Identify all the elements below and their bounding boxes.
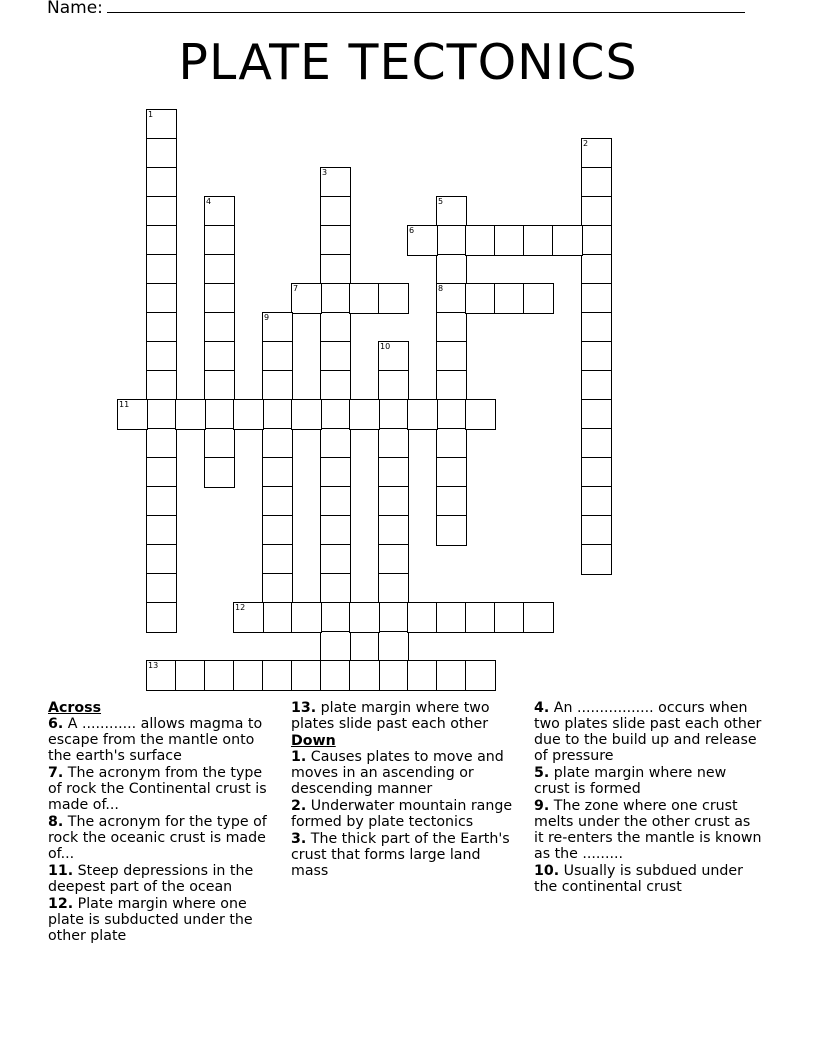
grid-cell[interactable] [436, 370, 467, 401]
grid-cell[interactable] [262, 544, 293, 575]
grid-cell[interactable] [146, 254, 177, 285]
grid-cell[interactable] [581, 196, 612, 227]
grid-cell[interactable] [581, 544, 612, 575]
clue-down-3: 3. The thick part of the Earth's crust that forms large land mass [291, 831, 510, 879]
grid-cell[interactable] [465, 660, 496, 691]
grid-cell[interactable] [320, 515, 351, 546]
grid-cell[interactable] [436, 660, 467, 691]
grid-cell[interactable] [581, 167, 612, 198]
grid-cell[interactable] [465, 225, 496, 256]
grid-cell[interactable] [262, 399, 293, 430]
grid-cell[interactable] [407, 660, 438, 691]
grid-cell[interactable] [349, 602, 380, 633]
grid-cell[interactable] [436, 312, 467, 343]
grid-cell[interactable] [349, 283, 380, 314]
grid-cell[interactable] [581, 225, 612, 256]
clue-across-8: 8. The acronym for the type of rock the oceanic crust is made of... [48, 814, 267, 862]
grid-cell[interactable] [378, 602, 409, 633]
across-heading: Across [48, 700, 102, 716]
grid-cell[interactable] [320, 196, 351, 227]
grid-cell[interactable] [378, 515, 409, 546]
grid-cell[interactable] [320, 573, 351, 604]
grid-cell[interactable] [581, 428, 612, 459]
grid-cell[interactable] [291, 602, 322, 633]
grid-cell[interactable] [146, 225, 177, 256]
clues-column-2 [291, 700, 521, 880]
grid-cell[interactable] [436, 254, 467, 285]
grid-cell[interactable] [320, 312, 351, 343]
grid-cell[interactable] [320, 167, 351, 198]
grid-cell[interactable] [262, 486, 293, 517]
grid-cell[interactable] [407, 399, 438, 430]
grid-cell[interactable] [146, 573, 177, 604]
grid-cell[interactable] [378, 660, 409, 691]
grid-cell[interactable] [204, 399, 235, 430]
grid-cell[interactable] [320, 660, 351, 691]
grid-cell[interactable] [436, 457, 467, 488]
grid-cell[interactable] [581, 138, 612, 169]
grid-cell[interactable] [494, 602, 525, 633]
grid-cell[interactable] [146, 428, 177, 459]
grid-cell[interactable] [146, 457, 177, 488]
grid-cell[interactable] [349, 660, 380, 691]
grid-cell[interactable] [204, 370, 235, 401]
grid-cell[interactable] [204, 196, 235, 227]
grid-cell[interactable] [378, 631, 409, 662]
grid-cell[interactable] [581, 515, 612, 546]
grid-cell[interactable] [204, 660, 235, 691]
grid-cell[interactable] [204, 254, 235, 285]
grid-cell[interactable] [523, 225, 554, 256]
grid-cell[interactable] [262, 660, 293, 691]
grid-cell[interactable] [262, 312, 293, 343]
grid-cell[interactable] [262, 341, 293, 372]
grid-cell[interactable] [581, 254, 612, 285]
grid-cell[interactable] [407, 602, 438, 633]
grid-cell[interactable] [581, 457, 612, 488]
grid-cell[interactable] [146, 660, 177, 691]
clues-column-3 [534, 700, 764, 896]
clue-number: 4 [206, 197, 212, 206]
clue-number: 9 [264, 313, 270, 322]
grid-cell[interactable] [262, 515, 293, 546]
grid-cell[interactable] [146, 109, 177, 140]
grid-cell[interactable] [465, 283, 496, 314]
grid-cell[interactable] [581, 283, 612, 314]
clue-across-12: 12. Plate margin where one plate is subducted under the other plate [48, 896, 253, 944]
grid-cell[interactable] [378, 457, 409, 488]
clue-number: 13 [148, 661, 159, 670]
grid-cell[interactable] [320, 341, 351, 372]
grid-cell[interactable] [204, 457, 235, 488]
grid-cell[interactable] [320, 254, 351, 285]
grid-cell[interactable] [581, 312, 612, 343]
grid-cell[interactable] [146, 138, 177, 169]
down-heading: Down [291, 733, 336, 749]
grid-cell[interactable] [146, 167, 177, 198]
grid-cell[interactable] [146, 399, 177, 430]
grid-cell[interactable] [146, 196, 177, 227]
grid-cell[interactable] [552, 225, 583, 256]
clue-down-2: 2. Underwater mountain range formed by plate tectonics [291, 798, 513, 830]
grid-cell[interactable] [204, 428, 235, 459]
grid-cell[interactable] [378, 486, 409, 517]
grid-cell[interactable] [581, 341, 612, 372]
clue-number: 1 [148, 110, 154, 119]
clue-number: 5 [438, 197, 444, 206]
grid-cell[interactable] [378, 399, 409, 430]
grid-cell[interactable] [436, 515, 467, 546]
grid-cell[interactable] [146, 602, 177, 633]
grid-cell[interactable] [204, 225, 235, 256]
grid-cell[interactable] [262, 602, 293, 633]
clue-number: 6 [409, 226, 415, 235]
clue-across-6: 6. A ............ allows magma to escape from the mantle onto the earth's surface [48, 716, 263, 764]
clue-number: 3 [322, 168, 328, 177]
grid-cell[interactable] [465, 602, 496, 633]
grid-cell[interactable] [320, 399, 351, 430]
clues-column-1 [48, 700, 278, 945]
grid-cell[interactable] [581, 370, 612, 401]
grid-cell[interactable] [146, 283, 177, 314]
grid-cell[interactable] [204, 312, 235, 343]
grid-cell[interactable] [146, 515, 177, 546]
grid-cell[interactable] [581, 486, 612, 517]
grid-cell[interactable] [175, 399, 206, 430]
grid-cell[interactable] [436, 341, 467, 372]
grid-cell[interactable] [523, 602, 554, 633]
grid-cell[interactable] [146, 486, 177, 517]
grid-cell[interactable] [291, 660, 322, 691]
clue-down-9: 9. The zone where one crust melts under the other crust as it re-enters the mantle is known as the ......... [534, 798, 762, 862]
clue-down-5: 5. plate margin where new crust is formed [534, 765, 727, 797]
clue-across-7: 7. The acronym from the type of rock the Continental crust is made of... [48, 765, 267, 813]
grid-cell[interactable] [175, 660, 206, 691]
grid-cell[interactable] [320, 457, 351, 488]
grid-cell[interactable] [581, 399, 612, 430]
grid-cell[interactable] [262, 370, 293, 401]
clue-number: 8 [438, 284, 444, 293]
grid-cell[interactable] [320, 283, 351, 314]
grid-cell[interactable] [320, 602, 351, 633]
grid-cell[interactable] [378, 544, 409, 575]
grid-cell[interactable] [378, 341, 409, 372]
clue-number: 2 [583, 139, 589, 148]
grid-cell[interactable] [146, 341, 177, 372]
grid-cell[interactable] [349, 399, 380, 430]
grid-cell[interactable] [436, 602, 467, 633]
grid-cell[interactable] [320, 486, 351, 517]
grid-cell[interactable] [436, 225, 467, 256]
grid-cell[interactable] [320, 631, 351, 662]
grid-cell[interactable] [233, 399, 264, 430]
grid-cell[interactable] [320, 225, 351, 256]
grid-cell[interactable] [233, 660, 264, 691]
grid-cell[interactable] [378, 428, 409, 459]
clue-number: 12 [235, 603, 246, 612]
grid-cell[interactable] [320, 370, 351, 401]
grid-cell[interactable] [146, 544, 177, 575]
grid-cell[interactable] [262, 457, 293, 488]
grid-cell[interactable] [378, 370, 409, 401]
grid-cell[interactable] [436, 399, 467, 430]
clue-number: 10 [380, 342, 391, 351]
grid-cell[interactable] [320, 544, 351, 575]
grid-cell[interactable] [407, 225, 438, 256]
grid-cell[interactable] [465, 399, 496, 430]
clue-down-4: 4. An ................. occurs when two plates slide past each other due to the build up and release of pressure [534, 700, 762, 764]
grid-cell[interactable] [204, 341, 235, 372]
clue-down-10: 10. Usually is subdued under the continental crust [534, 863, 743, 895]
grid-cell[interactable] [436, 486, 467, 517]
clue-number: 7 [293, 284, 299, 293]
grid-cell[interactable] [146, 312, 177, 343]
name-label: Name: [47, 0, 103, 18]
grid-cell[interactable] [436, 196, 467, 227]
grid-cell[interactable] [262, 573, 293, 604]
grid-cell[interactable] [494, 283, 525, 314]
grid-cell[interactable] [378, 573, 409, 604]
grid-cell[interactable] [117, 399, 148, 430]
grid-cell[interactable] [262, 428, 293, 459]
grid-cell[interactable] [233, 602, 264, 633]
clue-down-1: 1. Causes plates to move and moves in an ascending or descending manner [291, 749, 504, 797]
clue-across-11: 11. Steep depressions in the deepest part of the ocean [48, 863, 254, 895]
grid-cell[interactable] [146, 370, 177, 401]
grid-cell[interactable] [523, 283, 554, 314]
grid-cell[interactable] [291, 399, 322, 430]
grid-cell[interactable] [320, 428, 351, 459]
grid-cell[interactable] [436, 428, 467, 459]
grid-cell[interactable] [494, 225, 525, 256]
grid-cell[interactable] [204, 283, 235, 314]
grid-cell[interactable] [436, 283, 467, 314]
grid-cell[interactable] [378, 283, 409, 314]
clue-number: 11 [119, 400, 130, 409]
page-title: PLATE TECTONICS [178, 34, 638, 91]
clue-across-13: 13. plate margin where two plates slide past each other [291, 700, 490, 732]
grid-cell[interactable] [291, 283, 322, 314]
